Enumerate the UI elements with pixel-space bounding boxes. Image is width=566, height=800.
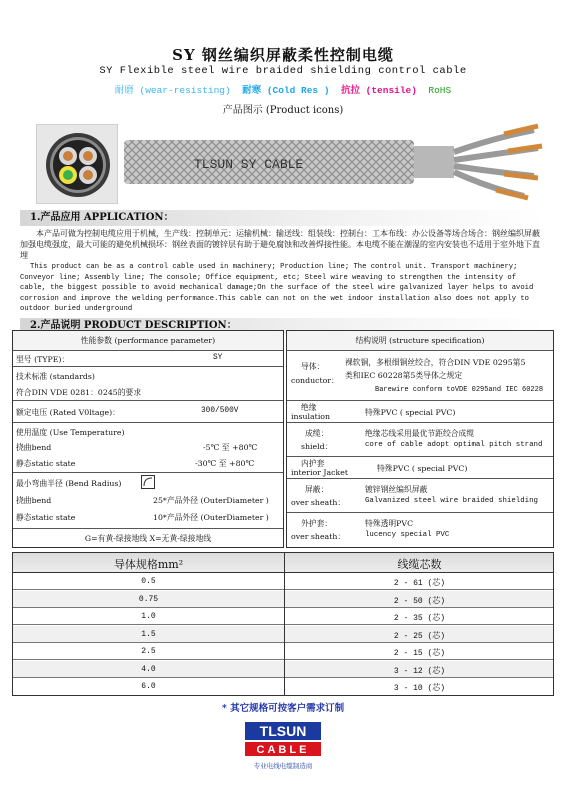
custom-spec-note: * 其它规格可按客户需求订制 [221,703,345,714]
outer-sheath-row: 外护套： over sheath： 特殊透明PVC lucency special PVC [291,519,450,541]
page-title: SY 钢丝编织屏蔽柔性控制电缆 [172,46,394,64]
insulation-row: 绝缘 insulation 特殊PVC ( special PVC) [287,401,553,423]
company-logo [243,716,323,778]
performance-table [12,330,284,548]
application-text-en: This product can be as a control cable used in machinery; Production line; The control unit. Transport machinery; Conveyor line; Assembly line; The console; Office equipment, etc; Steel wire weaving to strengthen the intensity of cable, the biggest possible to avoid mechanical damage;On the surface of the steel wire galvanized layer helps to avoid corrosion and improve the welding performance.This cable can not on the wet indoor installation also does not apply to outdoor buried underground [20,263,534,313]
temperature-row: 使用温度 (Use Temperature) 挠曲bend -5℃ 至 +80℃ 静态static state -30℃ 至 +80℃ [13,423,283,473]
logo-slogan: 专业电线电缆制造商 [253,762,313,770]
ground-note-row: G=有黄-绿接地线 X=无黄-绿接地线 [84,534,212,543]
prop-tensile: 抗拉 (tensile) [340,85,417,96]
logo-top-text: TLSUN [259,723,307,739]
cable-print-text: TLSUN SY CABLE [194,157,304,172]
structure-header: 结构说明 (structure specification) [287,331,553,351]
prop-rohs: RoHS [428,85,452,96]
prop-cold: 耐寒 (Cold Res ) [242,85,330,96]
size-table-header [13,553,553,573]
performance-header: 性能参数 (performance parameter) [13,331,283,351]
logo-bottom-text: CABLE [256,744,310,756]
inner-jacket-row: 内护套 interior Jacket 特殊PVC ( special PVC) [287,457,553,479]
core-row: 成缆： shield： 绝缘芯线采用最优节距绞合成缆 core of cable adopt optimal pitch strand [287,423,553,457]
prop-wear: 耐磨 (wear-resisting) [114,85,231,96]
cores-col-header: 线缆芯数 [397,558,442,571]
description-heading: 2.产品说明 PRODUCT DESCRIPTION： [20,318,546,334]
cable-side-image [124,118,546,206]
table-row: 6.0 3 - 10 (芯) [141,682,446,693]
application-heading: 1.产品应用 APPLICATION： [20,210,546,226]
table-row: 0.75 2 - 50 (芯) [13,591,553,608]
size-table [12,552,554,696]
type-row: 型号 (TYPE)： SY [13,351,283,367]
table-row: 2.5 2 - 15 (芯) [13,643,553,660]
application-text-cn: 本产品可做为控制电缆应用于机械，生产线：控制单元：运输机械：输送线：组装线：控制台：工本布线：办公设备等场合场合：钢丝编织屏蔽加强电缆强度，最大可能的避免机械损坏：钢丝表面的镀锌层有助于避免腐蚀和改善焊接性能。本电缆不能在潮湿的室内安装也不适用于室外地下直埋 [20,229,540,260]
bend-radius-icon [141,475,155,491]
shield-row: 屏蔽： over sheath： 镀锌钢丝编织屏蔽 Galvanized steel wire braided shielding [287,479,553,513]
size-col-header: 导体规格mm² [113,558,184,571]
voltage-row: 额定电压 (Rated V0ltage)： 300/500V [13,401,283,423]
table-row: 1.0 2 - 35 (芯) [13,608,553,625]
standards-row: 技术标准 (standards) 符合DIN VDE 0281：0245的要求 [13,367,283,401]
column-divider [284,553,285,695]
size-table-body [13,573,553,696]
bend-radius-row: 最小弯曲半径 (Bend Radius) 挠曲bend 25*产品外径 (OuterDiameter ) 静态static state 10*产品外径 (OuterDiameter ) [13,473,283,529]
product-images [36,118,546,206]
table-row: 1.5 2 - 25 (芯) [13,626,553,643]
conductor-row: 导体： conductor： 裸软铜，多根细铜丝绞合，符合DIN VDE 0295第5 类和IEC 60228第5类导体之规定 Barewire conform toVDE 0295and IEC 60228 [287,351,553,401]
page-subtitle: SY Flexible steel wire braided shielding control cable [99,65,467,77]
product-icons-label: 产品图示 (Product icons) [222,105,344,116]
property-line [0,82,566,96]
structure-table [286,330,554,548]
cable-cross-section-image [36,124,118,204]
table-row: 0.5 2 - 61 (芯) [13,573,553,590]
table-row: 4.0 3 - 12 (芯) [13,661,553,678]
